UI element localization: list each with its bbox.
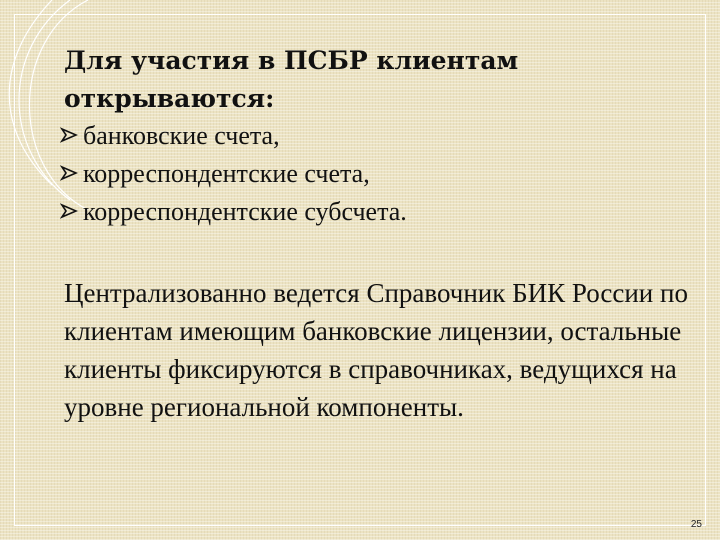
bullet-text: корреспондентские субсчета. <box>83 197 407 226</box>
arrow-right-icon <box>60 202 78 220</box>
list-item <box>60 155 690 193</box>
list-item <box>60 117 690 155</box>
bullet-text: корреспондентские счета, <box>83 159 370 188</box>
body-paragraph: Централизованно ведется Справочник БИК России по клиентам имеющим банковские лицензии, остальные клиенты фиксируются в справочниках, ведущихся на уровне региональной компоненты. <box>64 278 688 422</box>
arrow-right-icon <box>60 164 78 182</box>
bullet-list <box>60 117 690 231</box>
slide-number: 25 <box>690 519 702 530</box>
bullet-text: банковские счета, <box>83 121 280 150</box>
slide-title: Для участия в ПСБР клиентам открываются: <box>64 46 519 113</box>
list-item <box>60 193 690 231</box>
arrow-right-icon <box>60 126 78 144</box>
